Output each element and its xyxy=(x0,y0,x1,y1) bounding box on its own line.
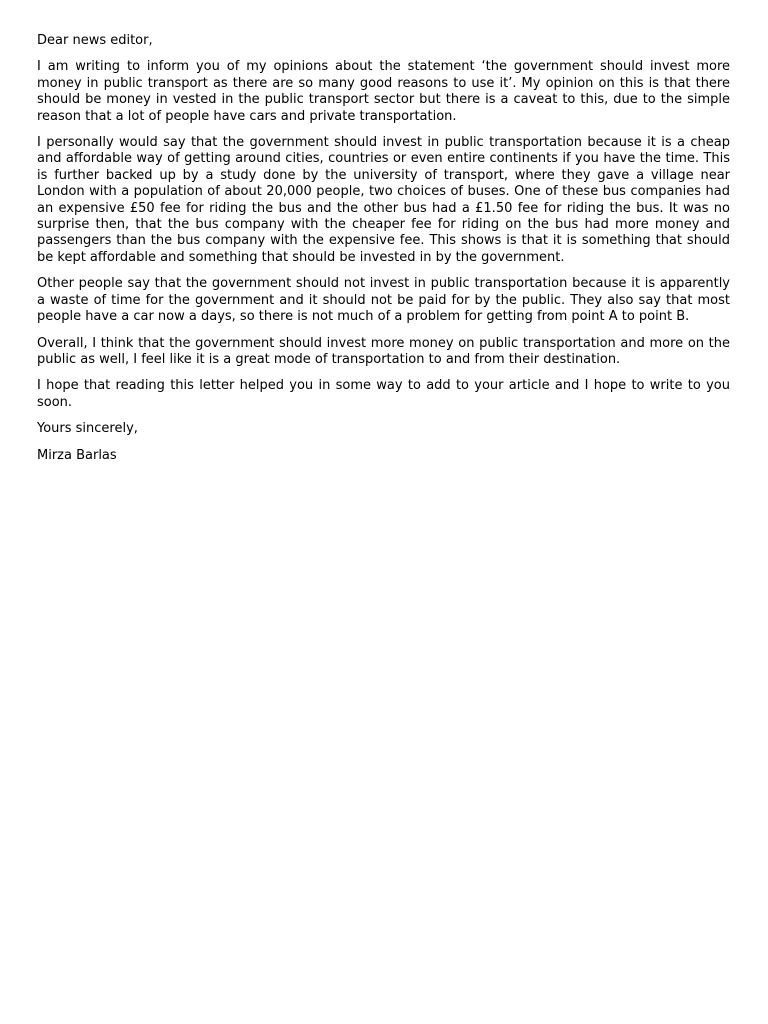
letter-paragraph-argument-for: I personally would say that the government should invest in public transportation because it is a cheap and affordable way of getting around cities, countries or even entire continents if you have the time. This is further backed up by a study done by the university of transport, where they gave a village near London with a population of about 20,000 people, two choices of buses. One of these bus companies had an expensive £50 fee for riding the bus and the other bus had a £1.50 fee for riding the bus. It was no surprise then, that the bus company with the cheaper fee for riding on the bus had more money and passengers than the bus company with the expensive fee. This shows is that it is something that should be kept affordable and something that should be invested in by the government. xyxy=(37,135,730,265)
letter-paragraph-conclusion: Overall, I think that the government should invest more money on public transportation and more on the public as well, I feel like it is a great mode of transportation to and from their destination. xyxy=(37,335,730,367)
letter-paragraph-argument-against: Other people say that the government should not invest in public transportation because it is apparently a waste of time for the government and it should not be paid for by the public. They also say that most people have a car now a days, so there is not much of a problem for getting from point A to point B. xyxy=(37,276,730,325)
letter-signature: Mirza Barlas xyxy=(37,447,117,463)
letter-salutation: Dear news editor, xyxy=(37,33,153,48)
letter-closing: Yours sincerely, xyxy=(37,421,138,437)
letter-paragraph-intro: I am writing to inform you of my opinions about the statement ‘the government should invest more money in public transport as there are so many good reasons to use it’. My opinion on this is that there should be money in vested in the public transport sector but there is a caveat to this, due to the simple reason that a lot of people have cars and private transportation. xyxy=(37,59,730,124)
letter-paragraph-sign-off: I hope that reading this letter helped you in some way to add to your article and I hope to write to you soon. xyxy=(37,378,730,410)
letter-document xyxy=(37,33,730,474)
